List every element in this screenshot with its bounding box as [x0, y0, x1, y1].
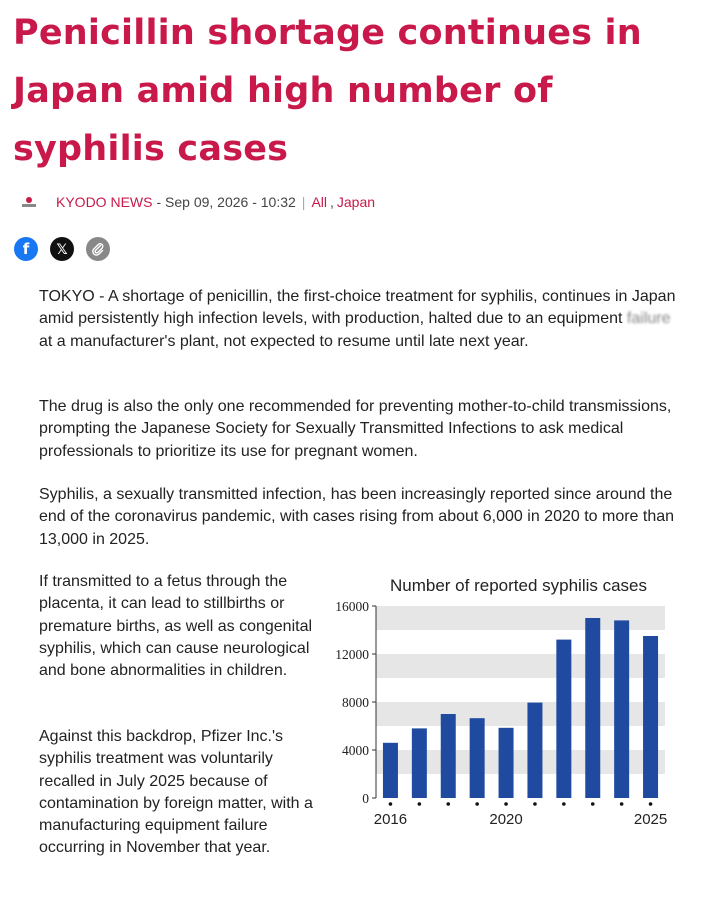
x-tick-dot	[418, 802, 422, 806]
category-all-link[interactable]: All	[311, 194, 327, 210]
bar	[585, 618, 600, 798]
y-tick-label: 8000	[342, 695, 369, 710]
x-tick-dot	[446, 802, 450, 806]
category-separator: ,	[330, 194, 334, 210]
bar	[499, 728, 514, 798]
paragraph-1: TOKYO - A shortage of penicillin, the first-choice treatment for syphilis, continues in Japan amid persistently high infection levels, with production, halted due to an equipment failure at a manufacturer's plant, not expected to resume until late next year.	[39, 288, 676, 350]
paperclip-icon	[91, 242, 105, 256]
x-tick-dot	[591, 802, 595, 806]
y-tick-label: 16000	[335, 599, 369, 614]
x-tick-dot	[620, 802, 624, 806]
paragraph-3: Syphilis, a sexually transmitted infection, has been increasingly reported since around the end of the coronavirus pandemic, with cases rising from about 6,000 in 2020 to more than 13,000 in 2025.	[39, 486, 675, 548]
byline	[22, 192, 375, 212]
kyodo-logo-icon	[22, 195, 36, 209]
y-tick-label: 0	[362, 791, 369, 806]
paragraph-5: Against this backdrop, Pfizer Inc.'s syphilis treatment was voluntarily recalled in July 2025 because of contamination by foreign matter, with a manufacturing equipment failure occurring in November that year.	[39, 728, 313, 857]
paragraph-4: If transmitted to a fetus through the placenta, it can lead to stillbirths or premature births, as well as congenital syphilis, which can cause neurological and bone abnormalities in children.	[39, 573, 313, 680]
x-tick-dot	[389, 802, 393, 806]
y-tick-label: 12000	[335, 647, 369, 662]
x-tick-label: 2020	[489, 811, 523, 828]
x-tick-label: 2016	[373, 811, 408, 828]
bar	[470, 718, 485, 798]
link-icon[interactable]	[86, 237, 110, 261]
source-link[interactable]: KYODO NEWS	[56, 194, 153, 210]
x-tick-dot	[533, 802, 537, 806]
divider: |	[301, 194, 306, 210]
article-headline: Penicillin shortage continues in Japan amid high number of syphilis cases	[13, 13, 642, 169]
y-tick-label: 4000	[342, 743, 369, 758]
bar	[556, 640, 571, 798]
x-icon[interactable]: 𝕏	[50, 237, 74, 261]
bar	[614, 620, 629, 798]
x-tick-label: 2025	[633, 811, 668, 828]
publish-date: - Sep 09, 2026 - 10:32	[156, 194, 296, 210]
category-japan-link[interactable]: Japan	[336, 194, 376, 210]
bar	[527, 703, 542, 798]
x-tick-dot	[649, 802, 653, 806]
bar	[383, 743, 398, 798]
paragraph-2: The drug is also the only one recommended for preventing mother-to-child transmissions, prompting the Japanese Society for Sexually Transmitted Infections to ask medical professionals to prioritize its use for pregnant women.	[39, 398, 672, 460]
x-tick-dot	[504, 802, 508, 806]
facebook-icon[interactable]: f	[14, 237, 38, 261]
x-tick-dot	[475, 802, 479, 806]
syphilis-cases-chart	[322, 574, 702, 834]
blurred-word: failure	[626, 310, 671, 328]
share-bar	[14, 237, 110, 261]
bar	[412, 728, 427, 798]
x-tick-dot	[562, 802, 566, 806]
bar	[643, 636, 658, 798]
chart-svg	[322, 574, 702, 834]
chart-title: Number of reported syphilis cases	[390, 576, 648, 595]
bar	[441, 714, 456, 798]
